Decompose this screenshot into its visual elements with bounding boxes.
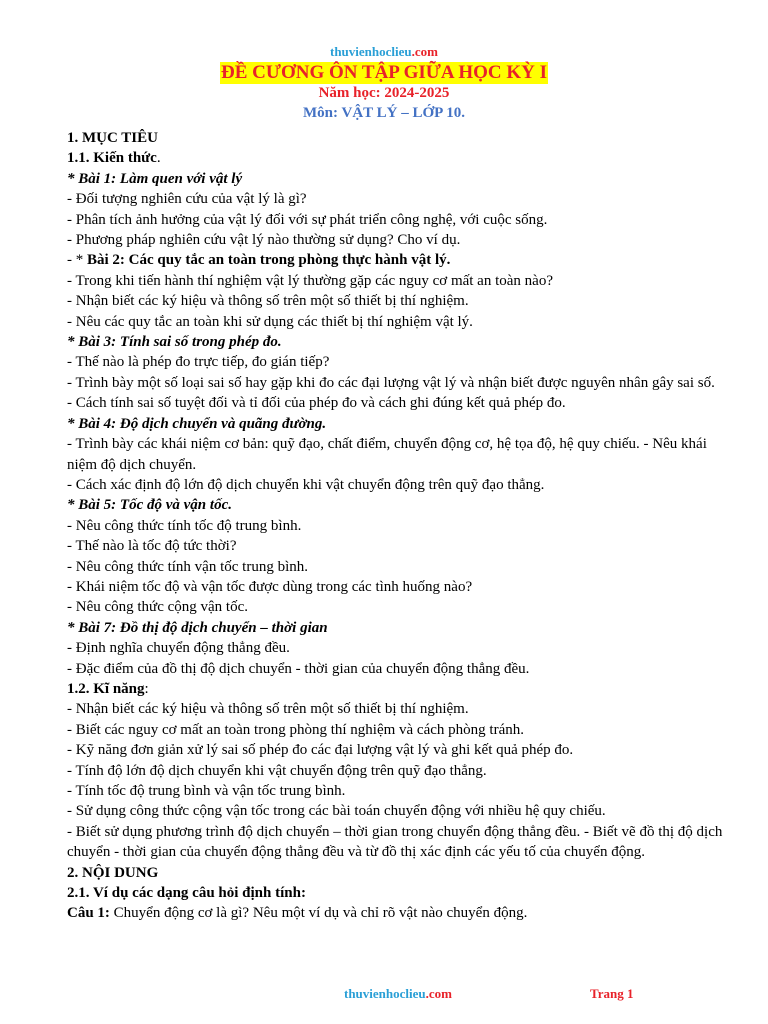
lesson-heading: * Bài 5: Tốc độ và vận tốc.	[67, 497, 232, 514]
subject-line: Môn: VẬT LÝ – LỚP 10.	[303, 105, 465, 121]
lesson-heading: * Bài 7: Đồ thị độ dịch chuyển – thời gian	[67, 619, 328, 636]
list-item: - Tính tốc độ trung bình và vận tốc trung bình.	[67, 783, 346, 799]
document-title: ĐỀ CƯƠNG ÔN TẬP GIỮA HỌC KỲ I	[220, 62, 547, 83]
section-heading: 2. NỘI DUNG	[67, 864, 159, 881]
list-item: - Thế nào là tốc độ tức thời?	[67, 538, 237, 555]
list-item: - Nêu các quy tắc an toàn khi sử dụng các thiết bị thí nghiệm vật lý.	[67, 313, 473, 330]
page-footer	[0, 986, 768, 1004]
list-item: - Định nghĩa chuyển động thẳng đều.	[67, 640, 290, 657]
subsection-heading: 2.1. Ví dụ các dạng câu hỏi định tính:	[67, 885, 306, 902]
lesson-heading: * Bài 1: Làm quen với vật lý	[67, 170, 243, 187]
list-item: - Nhận biết các ký hiệu và thông số trên một số thiết bị thí nghiệm.	[67, 701, 469, 718]
list-item: - Phương pháp nghiên cứu vật lý nào thường sử dụng? Cho ví dụ.	[67, 232, 461, 249]
list-item: - Biết sử dụng phương trình độ dịch chuyển – thời gian trong chuyển động thẳng đều. - Biết vẽ đồ thị độ dịch chuyển - thời gian của chuyển động thẳng đều và từ đồ thị xác định các yếu tố của chuyển động.	[67, 823, 723, 861]
list-item: - Tính độ lớn độ dịch chuyển khi vật chuyển động trên quỹ đạo thẳng.	[67, 762, 487, 779]
site-watermark-header: thuvienhoclieu.com	[330, 44, 438, 59]
page-number: Trang 1	[590, 986, 634, 1001]
list-item: - Biết các nguy cơ mất an toàn trong phòng thí nghiệm và cách phòng tránh.	[67, 721, 524, 738]
footer-site-watermark: thuvienhoclieu.com	[344, 986, 452, 1001]
list-item: - Cách xác định độ lớn độ dịch chuyển khi vật chuyển động trên quỹ đạo thẳng.	[67, 476, 545, 493]
list-item: - Nêu công thức tính tốc độ trung bình.	[67, 517, 302, 534]
lesson-heading: * Bài 4: Độ dịch chuyển và quãng đường.	[67, 415, 327, 432]
list-item: - Trình bày một số loại sai số hay gặp khi đo các đại lượng vật lý và nhận biết được nguyên nhân gây sai số.	[67, 374, 715, 391]
subsection-heading: 1.1. Kiến thức.	[67, 150, 161, 167]
school-year: Năm học: 2024-2025	[318, 85, 450, 101]
lesson-heading: - * Bài 2: Các quy tắc an toàn trong phòng thực hành vật lý.	[67, 252, 451, 269]
list-item: - Nêu công thức tính vận tốc trung bình.	[67, 558, 308, 575]
list-item: - Kỹ năng đơn giản xử lý sai số phép đo các đại lượng vật lý và ghi kết quả phép đo.	[67, 742, 574, 759]
list-item: - Trình bày các khái niệm cơ bản: quỹ đạo, chất điểm, chuyển động cơ, hệ tọa độ, hệ quy chiếu. - Nêu khái niệm độ dịch chuyển.	[67, 436, 707, 473]
list-item: - Trong khi tiến hành thí nghiệm vật lý thường gặp các nguy cơ mất an toàn nào?	[67, 272, 553, 289]
subsection-heading: 1.2. Kĩ năng:	[67, 680, 149, 697]
list-item: - Sử dụng công thức cộng vận tốc trong các bài toán chuyển động với nhiều hệ quy chiếu.	[67, 803, 606, 820]
list-item: - Đặc điểm của đồ thị độ dịch chuyển - thời gian của chuyển động thẳng đều.	[67, 660, 530, 677]
question-item: Câu 1: Chuyển động cơ là gì? Nêu một ví dụ và chỉ rõ vật nào chuyển động.	[67, 905, 528, 922]
list-item: - Khái niệm tốc độ và vận tốc được dùng trong các tình huống nào?	[67, 578, 473, 595]
document-body	[67, 128, 731, 924]
list-item: - Nêu công thức cộng vận tốc.	[67, 599, 248, 616]
list-item: - Cách tính sai số tuyệt đối và tỉ đối của phép đo và cách ghi đúng kết quả phép đo.	[67, 395, 566, 412]
list-item: - Nhận biết các ký hiệu và thông số trên một số thiết bị thí nghiệm.	[67, 293, 469, 310]
lesson-heading: * Bài 3: Tính sai số trong phép đo.	[67, 334, 282, 351]
list-item: - Đối tượng nghiên cứu của vật lý là gì?	[67, 191, 307, 208]
list-item: - Phân tích ảnh hưởng của vật lý đối với sự phát triển công nghệ, với cuộc sống.	[67, 211, 548, 228]
section-heading: 1. MỤC TIÊU	[67, 130, 158, 146]
list-item: - Thế nào là phép đo trực tiếp, đo gián tiếp?	[67, 354, 330, 371]
